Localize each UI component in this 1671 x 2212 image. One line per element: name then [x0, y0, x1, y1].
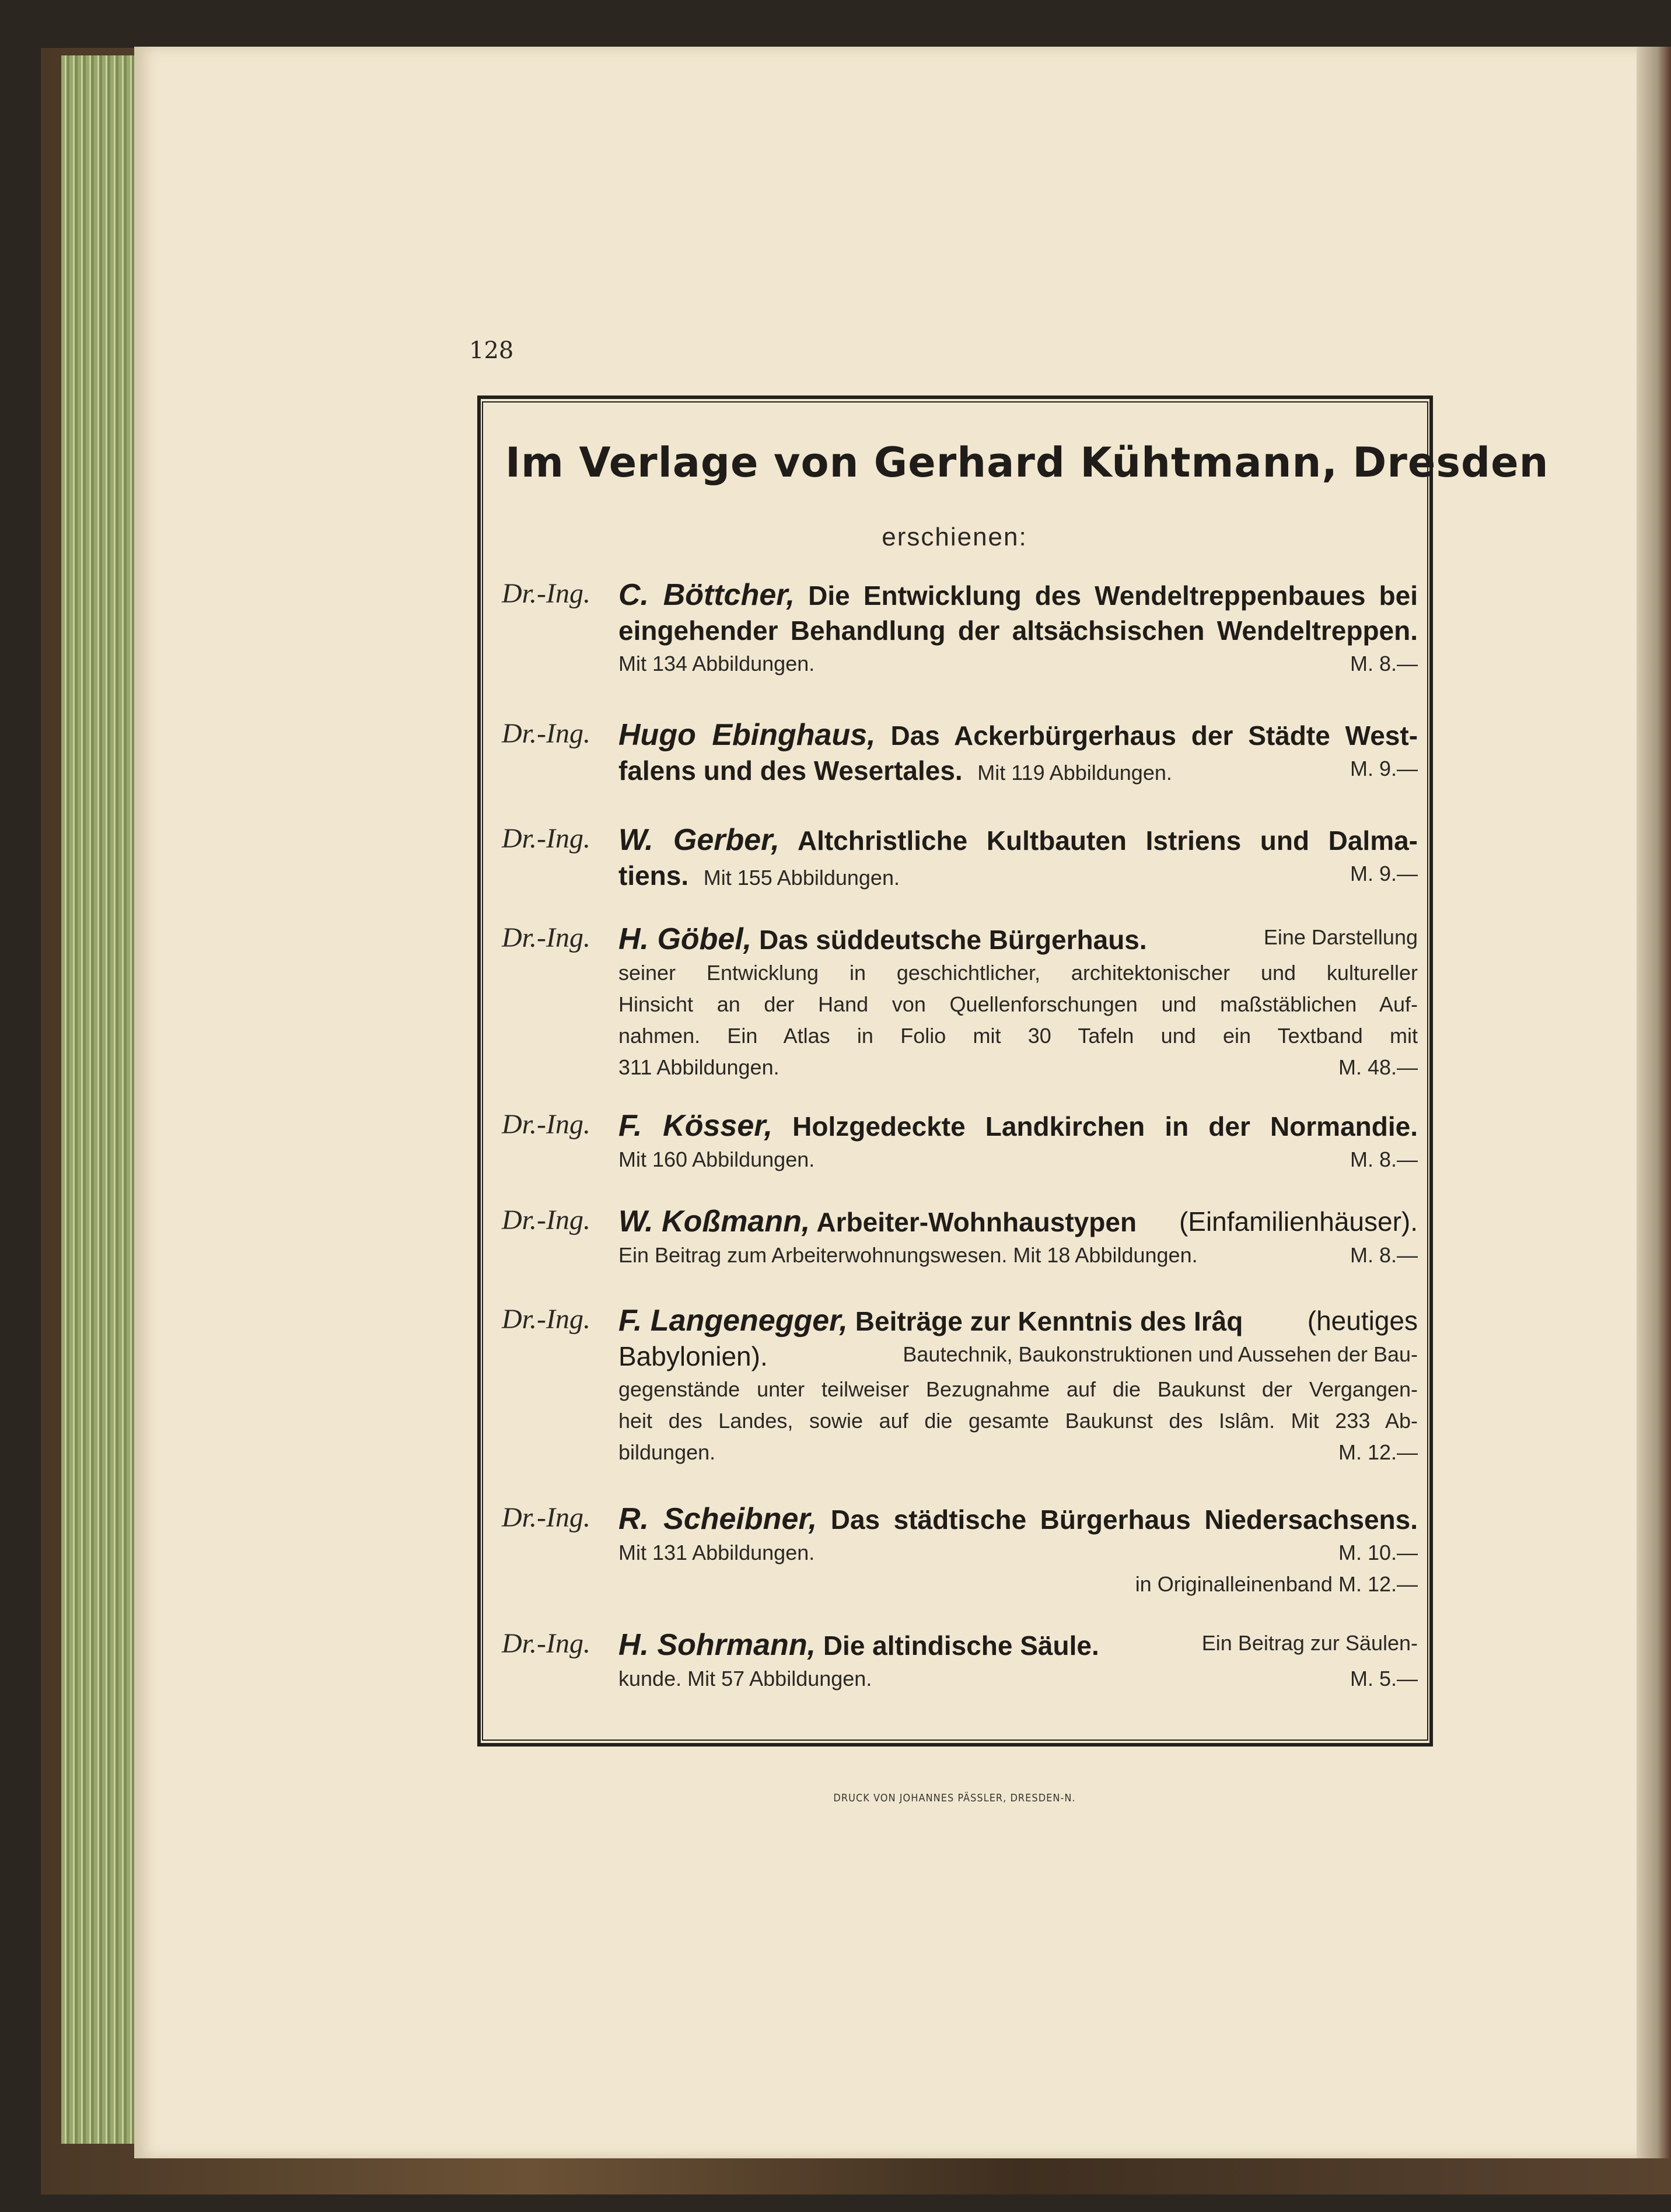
entry-prefix: Dr.-Ing.: [502, 1205, 590, 1236]
entry-author: W. Gerber,: [618, 823, 779, 857]
entry-prefix: Dr.-Ing.: [502, 578, 590, 609]
entry-title: W. Koßmann, Arbeiter-Wohnhaustypen (Einfamilienhäuser).: [618, 1205, 1418, 1238]
entry-author: R. Scheibner,: [618, 1502, 817, 1536]
entry-details-row: [618, 1537, 1418, 1569]
entry-price: M. 8.—: [1350, 652, 1418, 676]
entry-details: Mit 155 Abbildungen.: [703, 866, 900, 890]
entry-prefix: Dr.-Ing.: [502, 718, 590, 749]
entry-price: M. 10.—: [1338, 1541, 1418, 1564]
entry-title: F. Langenegger, Beiträge zur Kenntnis des Irâq (heutiges: [618, 1304, 1418, 1338]
entry-description: gegenstände unter teilweiser Bezugnahme auf die Baukunst der Vergangen-: [618, 1377, 1418, 1401]
entry-details-row: [618, 648, 1418, 680]
entry-details: bildungen.: [618, 1440, 716, 1464]
entry-description: Hinsicht an der Hand von Quellenforschungen und maßstäblichen Auf-: [618, 992, 1418, 1016]
right-page-edge: [1637, 47, 1671, 2158]
entry-description: seiner Entwicklung in geschichtlicher, architektonischer und kultureller: [618, 961, 1418, 985]
entry-lead: Ein Beitrag zur Säulen-: [1201, 1631, 1418, 1655]
entry-details: Ein Beitrag zum Arbeiterwohnungswesen. Mit 18 Abbildungen.: [618, 1243, 1198, 1267]
entry-price: M. 9.—: [1350, 757, 1418, 780]
entry-title-suffix: (heutiges: [1307, 1306, 1418, 1336]
entry-prefix: Dr.-Ing.: [502, 1304, 590, 1335]
entry-author: H. Sohrmann,: [618, 1628, 816, 1662]
entry-details: 311 Abbildungen.: [618, 1055, 779, 1079]
entry-prefix: Dr.-Ing.: [502, 1502, 590, 1533]
entry-details-row: [618, 1240, 1418, 1271]
entry-details-row: [618, 1437, 1418, 1468]
entry-title-suffix: (Einfamilienhäuser).: [1179, 1206, 1418, 1237]
entry-author: F. Kösser,: [618, 1109, 773, 1143]
entry-title-continued: eingehender Behandlung der altsächsischen Wendeltreppen.: [618, 615, 1418, 646]
publisher-heading: Im Verlage von Gerhard Kühtmann, Dresden: [505, 439, 1549, 487]
entry-prefix: Dr.-Ing.: [502, 1109, 590, 1140]
entry-author: W. Koßmann,: [618, 1205, 810, 1238]
entry-title: Hugo Ebinghaus, Das Ackerbürgerhaus der Städte West-: [618, 718, 1418, 752]
entry-author: C. Böttcher,: [618, 578, 795, 612]
entry-price: M. 48.—: [1338, 1055, 1418, 1079]
entry-title: F. Kösser, Holzgedeckte Landkirchen in der Normandie.: [618, 1109, 1418, 1143]
entry-description: heit des Landes, sowie auf die gesamte Baukunst des Islâm. Mit 233 Ab-: [618, 1409, 1418, 1433]
entry-price: M. 5.—: [1350, 1667, 1418, 1690]
entry-title: R. Scheibner, Das städtische Bürgerhaus Niedersachsens.: [618, 1502, 1418, 1536]
printer-imprint: DRUCK VON JOHANNES PÄSSLER, DRESDEN-N.: [833, 1792, 1076, 1804]
entry-lead: Eine Darstellung: [1263, 925, 1418, 949]
entry-price: M. 12.—: [1338, 1440, 1418, 1464]
published-label: erschienen:: [882, 523, 1027, 551]
entry-title: C. Böttcher, Die Entwicklung des Wendeltreppenbaues bei: [618, 578, 1418, 612]
entry-prefix: Dr.-Ing.: [502, 922, 590, 953]
entry-title: H. Sohrmann, Die altindische Säule. Ein Beitrag zur Säulen-: [618, 1628, 1418, 1662]
entry-alt-binding: in Originalleinenband M. 12.—: [1135, 1572, 1418, 1596]
entry-title: W. Gerber, Altchristliche Kultbauten Istriens und Dalma-: [618, 823, 1418, 857]
entry-details-row: [618, 1663, 1418, 1695]
entry-details-row: [618, 1144, 1418, 1175]
page-number: 128: [469, 337, 514, 364]
entry-price: M. 9.—: [1350, 862, 1418, 886]
entry-details: Mit 134 Abbildungen.: [618, 652, 815, 676]
entry-details: Mit 160 Abbildungen.: [618, 1147, 815, 1171]
entry-price: M. 8.—: [1350, 1243, 1418, 1267]
entry-details: kunde. Mit 57 Abbildungen.: [618, 1667, 872, 1690]
entry-details: Mit 119 Abbildungen.: [977, 761, 1172, 785]
entry-prefix: Dr.-Ing.: [502, 823, 590, 854]
entry-details: Mit 131 Abbildungen.: [618, 1541, 815, 1564]
entry-description: Bautechnik, Baukonstruktionen und Aussehen der Bau-: [903, 1342, 1418, 1366]
entry-description: nahmen. Ein Atlas in Folio mit 30 Tafeln und ein Textband mit: [618, 1024, 1418, 1048]
entry-title-continued: Babylonien). Bautechnik, Baukonstruktionen und Aussehen der Bau-: [618, 1339, 1418, 1374]
entry-author: H. Göbel,: [618, 922, 752, 956]
entry-author: Hugo Ebinghaus,: [618, 718, 876, 752]
entry-price: M. 8.—: [1350, 1147, 1418, 1171]
entry-title-continued: falens und des Wesertales. Mit 119 Abbildungen. M. 9.—: [618, 753, 1418, 789]
entry-author: F. Langenegger,: [618, 1304, 848, 1338]
entry-prefix: Dr.-Ing.: [502, 1628, 590, 1659]
entry-title: H. Göbel, Das süddeutsche Bürgerhaus. Eine Darstellung: [618, 922, 1418, 956]
page-edges: [61, 55, 143, 2144]
entry-title-continued: tiens. Mit 155 Abbildungen. M. 9.—: [618, 858, 1418, 894]
entry-alt-price: M. 12.—: [1338, 1572, 1418, 1596]
entry-details-row: [618, 1052, 1418, 1083]
